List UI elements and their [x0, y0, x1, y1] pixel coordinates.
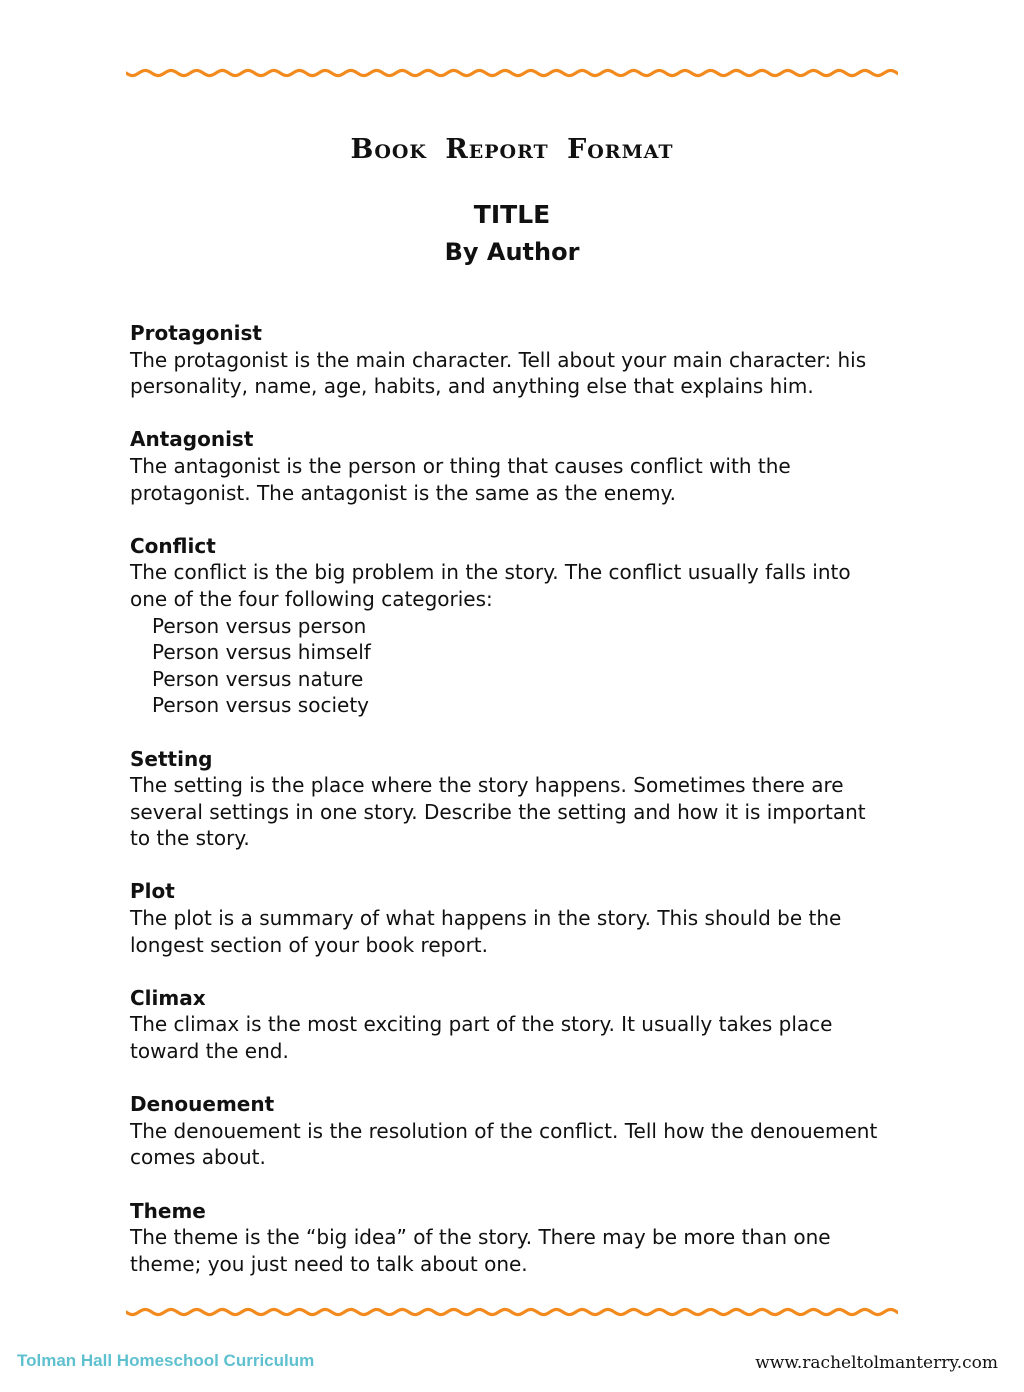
section-setting [130, 746, 890, 852]
list-item: Person versus himself [152, 640, 371, 665]
section-antagonist [130, 426, 890, 506]
section-protagonist [130, 320, 890, 400]
section-heading: Antagonist [130, 427, 254, 452]
document-author-placeholder: By Author [444, 238, 580, 266]
wavy-divider-icon [126, 66, 898, 80]
footer-website-link[interactable]: www.racheltolmanterry.com [755, 1353, 998, 1373]
section-text: The protagonist is the main character. Tell about your main character: his personality, name, age, habits, and anything else that explains him. [130, 347, 867, 399]
section-text: The antagonist is the person or thing that causes conflict with the protagonist. The antagonist is the same as the enemy. [130, 453, 791, 505]
section-text: The climax is the most exciting part of the story. It usually takes place toward the end. [130, 1012, 833, 1064]
document-title-placeholder: TITLE [473, 200, 551, 229]
section-heading: Denouement [130, 1092, 275, 1117]
report-format-title: Book Report Format [350, 134, 674, 165]
section-heading: Protagonist [130, 321, 262, 345]
section-heading: Conflict [130, 533, 216, 558]
section-text: The conflict is the big problem in the story. The conflict usually falls into one of the four following categories: [130, 560, 851, 611]
conflict-categories-list [130, 613, 890, 719]
list-item: Person versus society [152, 693, 369, 718]
list-item: Person versus nature [152, 666, 364, 691]
section-heading: Setting [130, 746, 213, 771]
section-text: The plot is a summary of what happens in the story. This should be the longest section of your book report. [130, 906, 842, 957]
section-heading: Theme [130, 1198, 206, 1223]
wavy-divider-icon [126, 1305, 898, 1319]
section-theme [130, 1198, 890, 1278]
section-plot [130, 878, 890, 958]
section-conflict [130, 533, 890, 719]
section-heading: Climax [130, 985, 206, 1010]
section-text: The setting is the place where the story happens. Sometimes there are several settings in one story. Describe the setting and how it is important to the story. [130, 773, 866, 851]
footer-curriculum-name: Tolman Hall Homeschool Curriculum [17, 1351, 315, 1370]
list-item: Person versus person [152, 613, 367, 638]
section-climax [130, 985, 890, 1065]
section-text: The denouement is the resolution of the conflict. Tell how the denouement comes about. [130, 1118, 878, 1170]
sections-container [130, 320, 890, 1304]
section-heading: Plot [130, 879, 175, 904]
section-text: The theme is the “big idea” of the story. There may be more than one theme; you just need to talk about one. [130, 1225, 831, 1276]
section-denouement [130, 1091, 890, 1171]
